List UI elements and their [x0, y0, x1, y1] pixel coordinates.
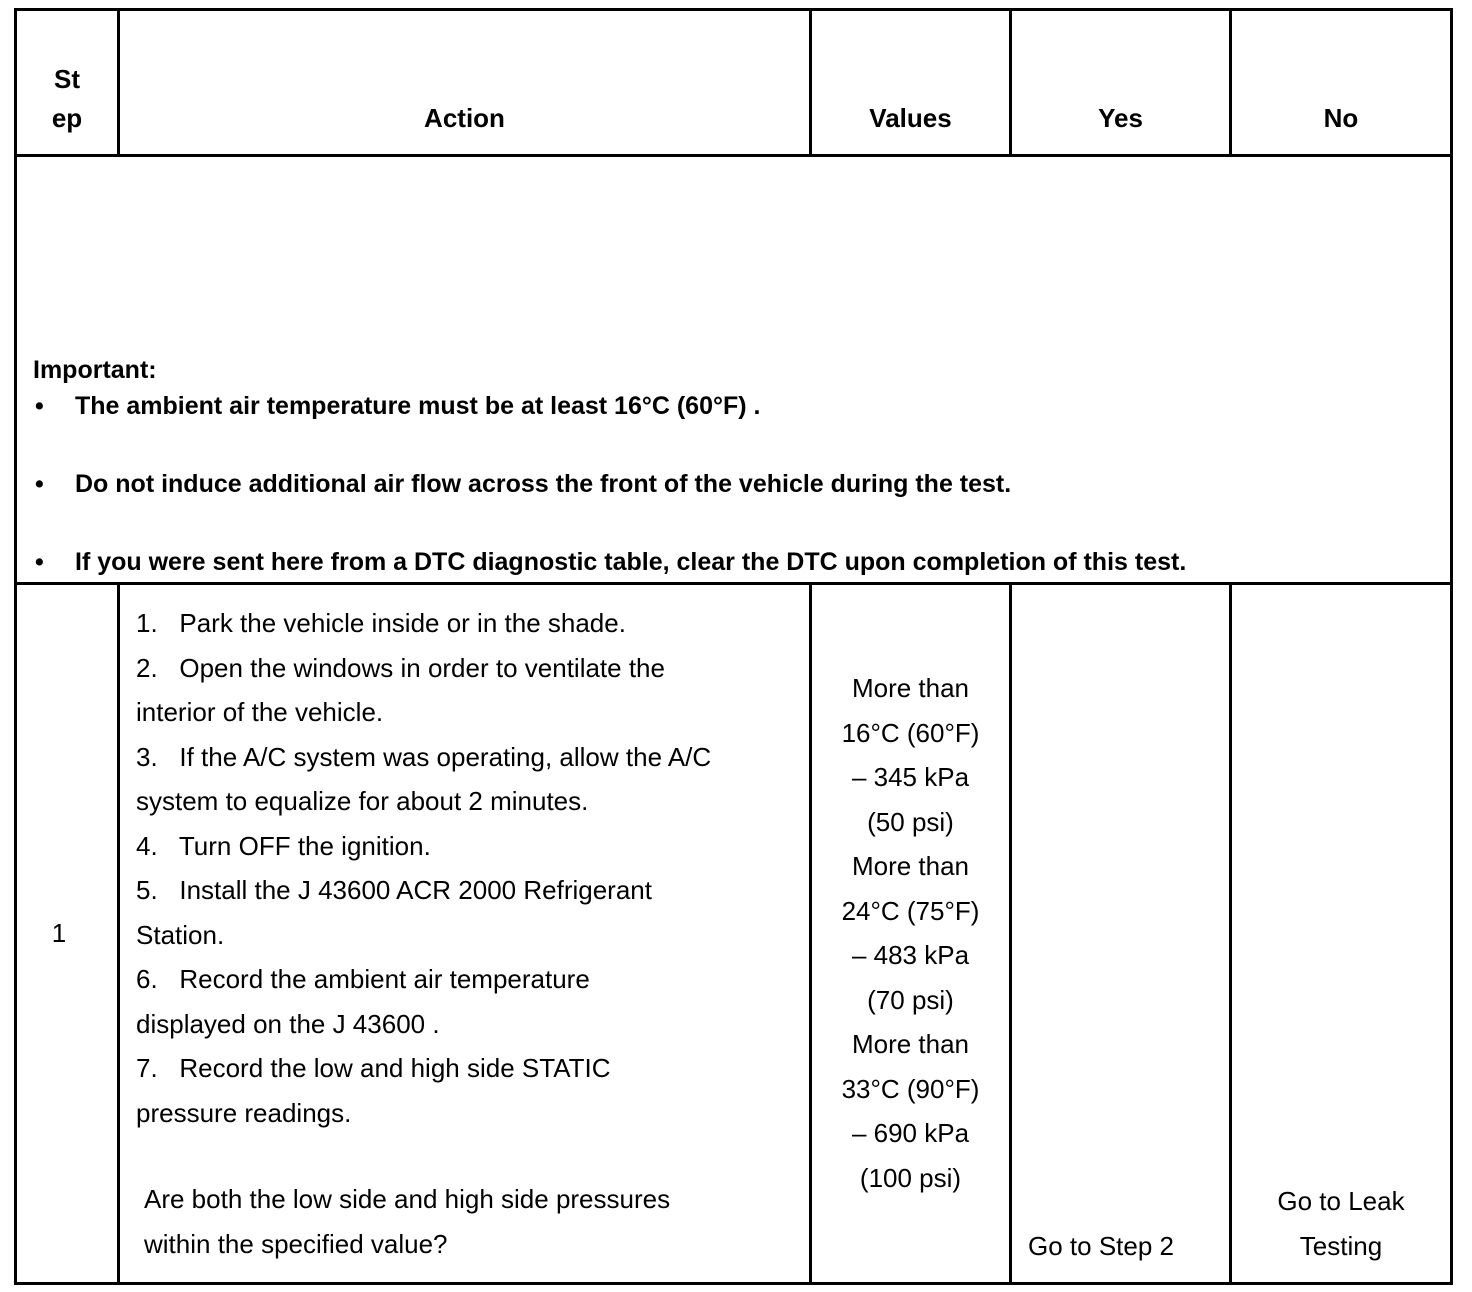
- important-bullet: [33, 386, 1450, 426]
- header-no: [1231, 10, 1452, 156]
- header-row: [16, 10, 1452, 156]
- important-cell: [16, 156, 1452, 584]
- important-bullet-text: Do not induce additional air flow across the front of the vehicle during the test.: [75, 470, 1012, 498]
- header-no-label: No: [1323, 103, 1359, 133]
- value-line: – 690 kPa: [851, 1118, 970, 1148]
- header-action: [119, 10, 811, 156]
- header-values-label: Values: [869, 103, 952, 133]
- action-step: 7. Record the low and high side STATIC pressure readings.: [136, 1053, 618, 1128]
- value-line: (70 psi): [867, 984, 954, 1015]
- value-line: 24°C (75°F): [841, 895, 980, 926]
- value-line: (100 psi): [859, 1162, 962, 1193]
- important-bullet: [33, 542, 1450, 582]
- important-bullet-text: The ambient air temperature must be at least 16°C (60°F) .: [75, 392, 761, 420]
- header-action-label: Action: [424, 103, 505, 133]
- important-bullet: [33, 464, 1450, 504]
- header-step-line2: ep: [51, 103, 83, 133]
- value-line: More than: [851, 673, 970, 703]
- header-yes-label: Yes: [1098, 103, 1143, 133]
- yes-cell: [1011, 584, 1231, 1284]
- value-line: – 483 kPa: [851, 940, 970, 970]
- bullet-marker: •: [35, 548, 44, 576]
- value-line: 16°C (60°F): [841, 717, 980, 748]
- action-question: Are both the low side and high side pressures within the specified value?: [144, 1184, 671, 1259]
- bullet-marker: •: [35, 392, 44, 420]
- action-step: 6. Record the ambient air temperature displayed on the J 43600 .: [136, 964, 598, 1039]
- no-link-line1: Go to Leak: [1277, 1186, 1405, 1216]
- values-cell: [811, 584, 1011, 1284]
- action-step: 4. Turn OFF the ignition.: [136, 830, 431, 861]
- action-step: 1. Park the vehicle inside or in the shade.: [136, 608, 626, 638]
- step-number-cell: [16, 584, 119, 1284]
- important-row: [16, 156, 1452, 584]
- value-line: – 345 kPa: [851, 762, 970, 792]
- value-line: More than: [851, 1029, 970, 1059]
- no-link-line2: Testing: [1299, 1230, 1383, 1261]
- value-line: More than: [851, 851, 970, 881]
- action-step: 2. Open the windows in order to ventilate the interior of the vehicle.: [136, 652, 673, 727]
- header-step: [16, 10, 119, 156]
- important-bullet-text: If you were sent here from a DTC diagnostic table, clear the DTC upon completion of this test.: [75, 548, 1187, 576]
- header-values: [811, 10, 1011, 156]
- diagnostic-table: [14, 8, 1453, 1285]
- no-cell: [1231, 584, 1452, 1284]
- value-line: 33°C (90°F): [841, 1073, 980, 1104]
- value-line: (50 psi): [867, 806, 954, 837]
- header-yes: [1011, 10, 1231, 156]
- action-step: 5. Install the J 43600 ACR 2000 Refrigerant Station.: [136, 875, 660, 950]
- action-cell: [119, 584, 811, 1284]
- step-number: 1: [51, 918, 67, 949]
- action-step: 3. If the A/C system was operating, allow the A/C system to equalize for about 2 minutes.: [136, 741, 719, 816]
- yes-link: Go to Step 2: [1028, 1230, 1174, 1261]
- table-row: [16, 584, 1452, 1284]
- header-step-line1: St: [54, 64, 80, 94]
- important-title: Important:: [33, 356, 157, 384]
- bullet-marker: •: [35, 470, 44, 498]
